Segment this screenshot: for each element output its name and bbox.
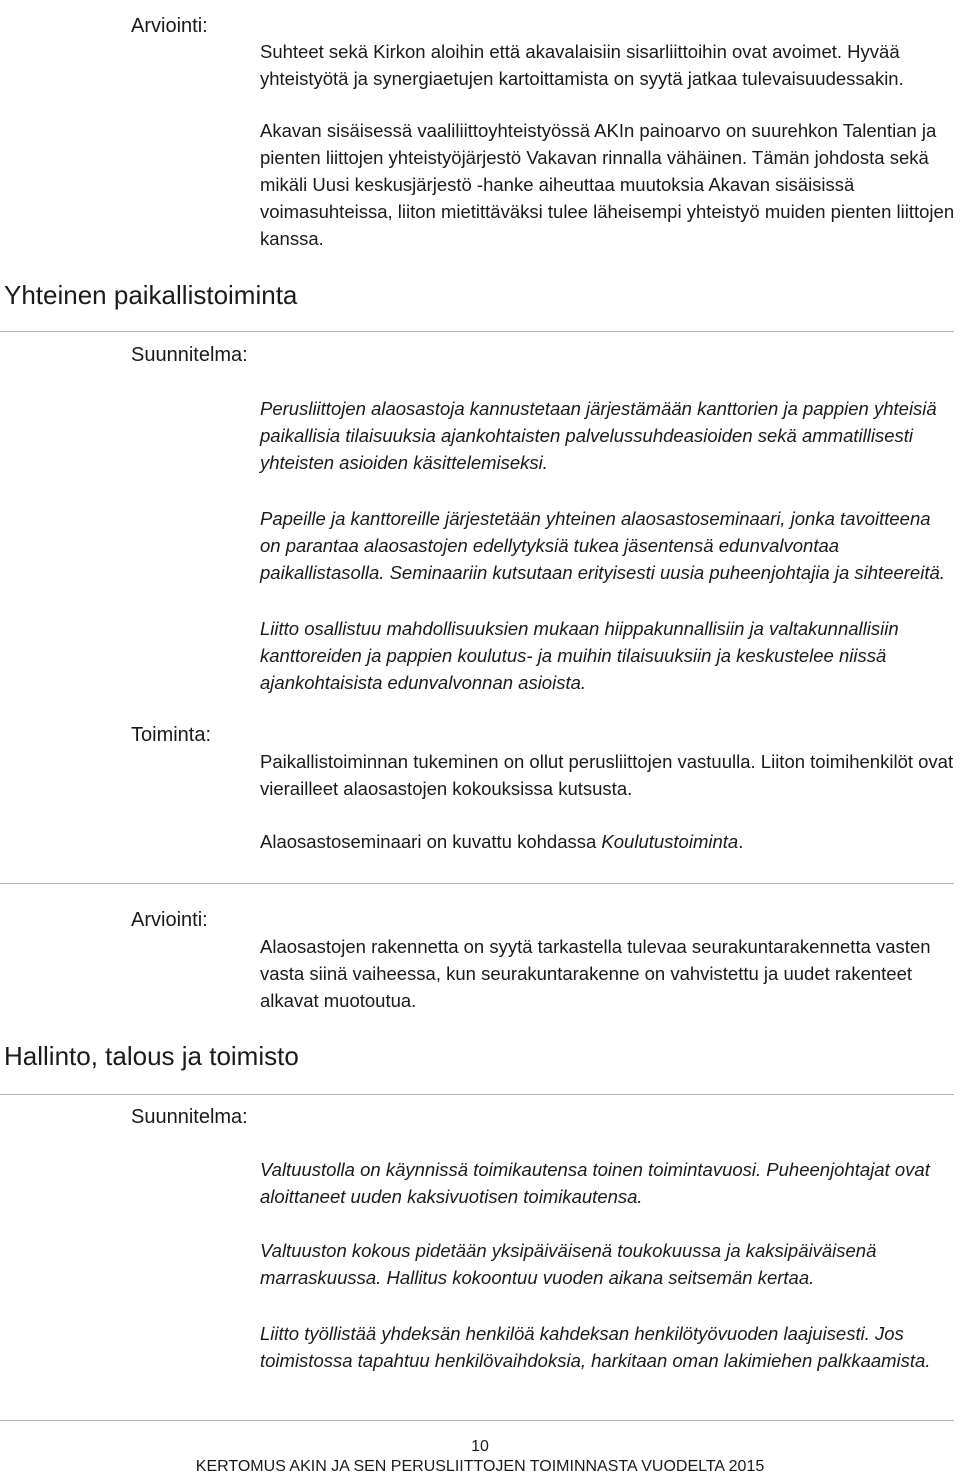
section-heading-administration: Hallinto, talous ja toimisto <box>4 1041 299 1071</box>
section-divider <box>0 883 954 884</box>
evaluation-paragraph-2: Akavan sisäisessä vaaliliittoyhteistyössä AKIn painoarvo on suurehkon Talentian ja pienten liittojen yhteistyöjärjestö Vakavan rinnalla vähäinen. Tämän johdosta sekä mikäli Uusi keskusjärjestö -hanke aiheuttaa muutoksia Akavan sisäisissä voimasuhteissa, liiton mietittäväksi tulee läheisempi yhteistyö muiden pienten liittojen kanssa. <box>260 120 955 249</box>
admin-plan-paragraph-3: Liitto työllistää yhdeksän henkilöä kahdeksan henkilötyövuoden laajuisesti. Jos toimistossa tapahtuu henkilövaihdoksia, harkitaan oman lakimiehen palkkaamista. <box>260 1323 931 1371</box>
evaluation-paragraph-local: Alaosastojen rakennetta on syytä tarkastella tulevaa seurakuntarakennetta vasten vasta siinä vaiheessa, kun seurakuntarakenne on vahvistettu ja uudet rakenteet alkavat muotoutua. <box>260 936 931 1011</box>
footer-title: KERTOMUS AKIN JA SEN PERUSLIITTOJEN TOIMINNASTA VUODELTA 2015 <box>195 1458 765 1475</box>
action-paragraph-2-text: Alaosastoseminaari on kuvattu kohdassa <box>260 831 602 852</box>
plan-paragraph-2: Papeille ja kanttoreille järjestetään yhteinen alaosastoseminaari, jonka tavoitteena on parantaa alaosastojen edellytyksiä tukea jäsentensä edunvalvontaa paikallistasolla. Seminaariin kutsutaan erityisesti uusia puheenjohtajia ja sihteereitä. <box>260 508 945 583</box>
action-paragraph-2 <box>260 828 956 855</box>
section-divider <box>0 331 954 332</box>
arviointi-label-top: Arviointi: <box>131 15 208 37</box>
footer-divider <box>0 1420 954 1421</box>
section-divider <box>0 1094 954 1095</box>
plan-paragraph-1: Perusliittojen alaosastoja kannustetaan järjestämään kanttorien ja pappien yhteisiä paikallisia tilaisuuksia ajankohtaisten palvelussuhdeasioiden sekä ammatillisesti yhteisten asioiden käsittelemiseksi. <box>260 398 937 473</box>
page-number: 10 <box>471 1438 489 1455</box>
action-paragraph-1: Paikallistoiminnan tukeminen on ollut perusliittojen vastuulla. Liiton toimihenkilöt ovat vierailleet alaosastojen kokouksissa kutsusta. <box>260 751 954 799</box>
section-heading-local-activities: Yhteinen paikallistoiminta <box>4 280 298 310</box>
evaluation-paragraph-1: Suhteet sekä Kirkon aloihin että akavalaisiin sisarliittoihin ovat avoimet. Hyvää yhteistyötä ja synergiaetujen kartoittamista on syytä jatkaa tulevaisuudessakin. <box>260 41 904 89</box>
admin-plan-paragraph-2: Valtuuston kokous pidetään yksipäiväisenä toukokuussa ja kaksipäiväisenä marraskuussa. Hallitus kokoontuu vuoden aikana seitsemän kertaa. <box>260 1240 877 1288</box>
admin-plan-paragraph-1: Valtuustolla on käynnissä toimikautensa toinen toimintavuosi. Puheenjohtajat ovat aloittaneet uuden kaksivuotisen toimikautensa. <box>260 1159 930 1207</box>
plan-paragraph-3: Liitto osallistuu mahdollisuuksien mukaan hiippakunnallisiin ja valtakunnallisiin kanttoreiden ja pappien koulutus- ja muihin tilaisuuksiin ja keskustelee niissä ajankohtaisista edunvalvonnan asioista. <box>260 618 899 693</box>
suunnitelma-label-local: Suunnitelma: <box>131 344 248 366</box>
arviointi-label-local: Arviointi: <box>131 909 208 931</box>
toiminta-label: Toiminta: <box>131 724 212 746</box>
suunnitelma-label-admin: Suunnitelma: <box>131 1106 248 1128</box>
action-paragraph-2-end: . <box>738 831 744 852</box>
koulutustoiminta-reference: Koulutustoiminta <box>601 831 739 852</box>
